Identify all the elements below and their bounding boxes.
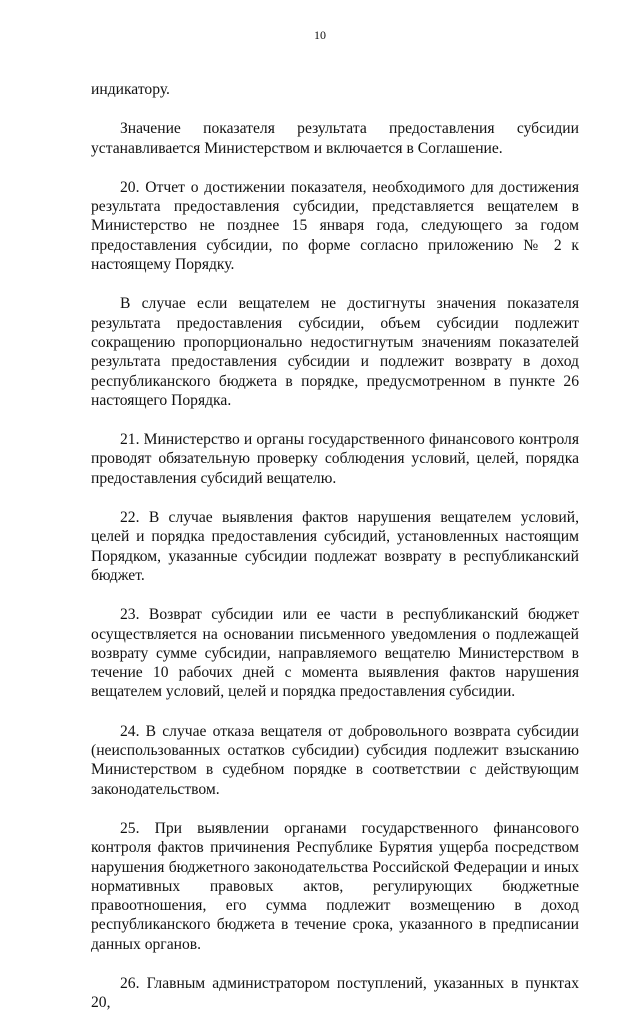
- paragraph-26: 26. Главным администратором поступлений, указанных в пунктах 20,: [91, 974, 579, 1012]
- paragraph-20: 20. Отчет о достижении показателя, необходимого для достижения результата предоставления субсидии, представляется вещателем в Министерство не позднее 15 января года, следующего за годом предоставления субсидии, по форме согласно приложению № 2 к настоящему Порядку.: [91, 178, 579, 274]
- paragraph-21: 21. Министерство и органы государственного финансового контроля проводят обязательную проверку соблюдения условий, целей, порядка предоставления субсидий вещателю.: [91, 431, 579, 487]
- paragraph-20-unmet: В случае если вещателем не достигнуты значения показателя результата предоставления субсидии, объем субсидии подлежит сокращению пропорционально недостигнутым значениям показателей результата предоставления субсидии и подлежит возврату в доход республиканского бюджета в порядке, предусмотренном в пункте 26 настоящего Порядка.: [91, 295, 579, 409]
- paragraph-23: 23. Возврат субсидии или ее части в республиканский бюджет осуществляется на основании письменного уведомления о подлежащей возврату сумме субсидии, направляемого вещателю Министерством в течение 10 рабочих дней с момента выявления фактов нарушения вещателем условий, целей и порядка предоставления субсидии.: [91, 606, 579, 701]
- document-body: [91, 80, 579, 1033]
- paragraph-continuation: индикатору.: [91, 81, 170, 98]
- paragraph-25: 25. При выявлении органами государственного финансового контроля фактов причинения Республике Бурятия ущерба посредством нарушения бюджетного законодательства Российской Федерации и иных нормативных правовых актов, регулирующих бюджетные правоотношения, его сумма подлежит возмещению в доход республиканского бюджета в течение срока, указанного в предписании данных органов.: [91, 819, 579, 953]
- paragraph-22: 22. В случае выявления фактов нарушения вещателем условий, целей и порядка предоставления субсидий, установленных настоящим Порядком, указанные субсидии подлежат возврату в республиканский бюджет.: [91, 509, 579, 584]
- paragraph-indicator-value: Значение показателя результата предоставления субсидии устанавливается Министерством и включается в Соглашение.: [91, 120, 579, 157]
- page-number: 10: [314, 28, 326, 42]
- paragraph-24: 24. В случае отказа вещателя от добровольного возврата субсидии (неиспользованных остатков субсидии) субсидия подлежит взысканию Министерством в судебном порядке в соответствии с действующим законодательством.: [91, 722, 579, 798]
